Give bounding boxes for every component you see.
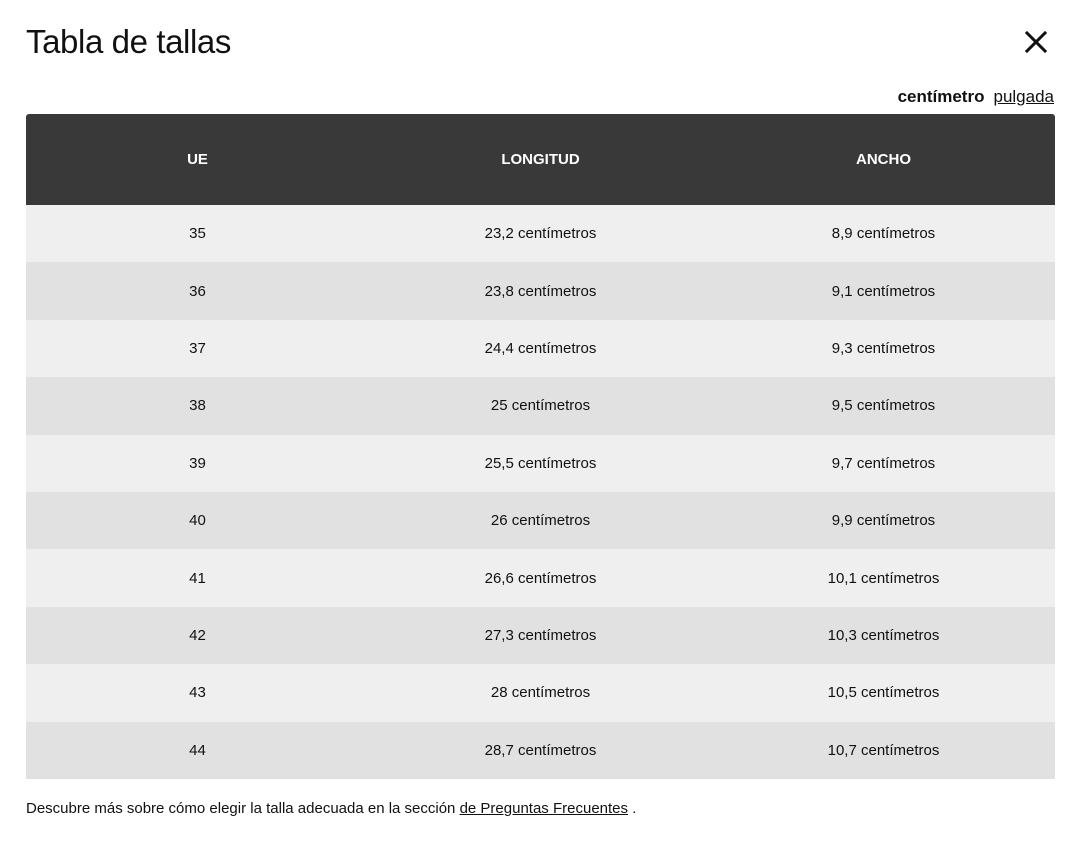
cell-eu-size: 40 <box>189 512 206 530</box>
cell-eu-size: 39 <box>189 454 206 472</box>
cell-eu-size: 35 <box>189 225 206 243</box>
cell-width: 9,7 centímetros <box>831 454 936 472</box>
footer-end: . <box>628 800 637 817</box>
close-icon <box>1025 31 1047 53</box>
cell-eu-size: 38 <box>189 397 206 415</box>
column-header-width: ANCHO <box>856 151 911 168</box>
cell-width: 10,1 centímetros <box>827 569 940 587</box>
cell-length: 27,3 centímetros <box>484 626 597 644</box>
faq-link[interactable]: de Preguntas Frecuentes <box>459 800 629 817</box>
dialog-title: Tabla de tallas <box>26 23 231 60</box>
cell-length: 25 centímetros <box>490 397 591 415</box>
cell-width: 10,5 centímetros <box>827 684 940 702</box>
cell-length: 23,8 centímetros <box>484 282 597 300</box>
table-body <box>26 205 1055 779</box>
cell-length: 23,2 centímetros <box>484 225 597 243</box>
table-row <box>26 664 1055 721</box>
table-row <box>26 607 1055 664</box>
table-header <box>26 114 1055 205</box>
cell-length: 24,4 centímetros <box>484 339 597 357</box>
cell-eu-size: 37 <box>189 339 206 357</box>
cell-width: 9,5 centímetros <box>831 397 936 415</box>
table-row <box>26 205 1055 262</box>
cell-width: 9,9 centímetros <box>831 512 936 530</box>
cell-length: 28,7 centímetros <box>484 741 597 759</box>
cell-width: 9,3 centímetros <box>831 339 936 357</box>
cell-width: 10,7 centímetros <box>827 741 940 759</box>
column-header-eu: UE <box>187 151 208 168</box>
table-row <box>26 549 1055 606</box>
table-row <box>26 722 1055 779</box>
size-table <box>26 114 1055 779</box>
table-row <box>26 262 1055 319</box>
cell-eu-size: 36 <box>189 282 206 300</box>
cell-width: 9,1 centímetros <box>831 282 936 300</box>
cell-eu-size: 44 <box>189 741 206 759</box>
cell-length: 25,5 centímetros <box>484 454 597 472</box>
cell-width: 10,3 centímetros <box>827 626 940 644</box>
table-row <box>26 377 1055 434</box>
unit-centimeter[interactable]: centímetro <box>897 87 985 106</box>
table-row <box>26 492 1055 549</box>
cell-length: 26,6 centímetros <box>484 569 597 587</box>
cell-length: 28 centímetros <box>490 684 591 702</box>
footer-note <box>26 798 636 820</box>
unit-switcher <box>898 86 1054 108</box>
cell-eu-size: 41 <box>189 569 206 587</box>
column-header-length: LONGITUD <box>501 151 580 168</box>
close-button[interactable] <box>1020 26 1052 58</box>
table-row <box>26 435 1055 492</box>
unit-inch[interactable]: pulgada <box>993 87 1054 106</box>
cell-eu-size: 42 <box>189 626 206 644</box>
table-row <box>26 320 1055 377</box>
cell-length: 26 centímetros <box>490 512 591 530</box>
cell-eu-size: 43 <box>189 684 206 702</box>
footer-text: Descubre más sobre cómo elegir la talla adecuada en la sección <box>26 800 460 817</box>
cell-width: 8,9 centímetros <box>831 225 936 243</box>
